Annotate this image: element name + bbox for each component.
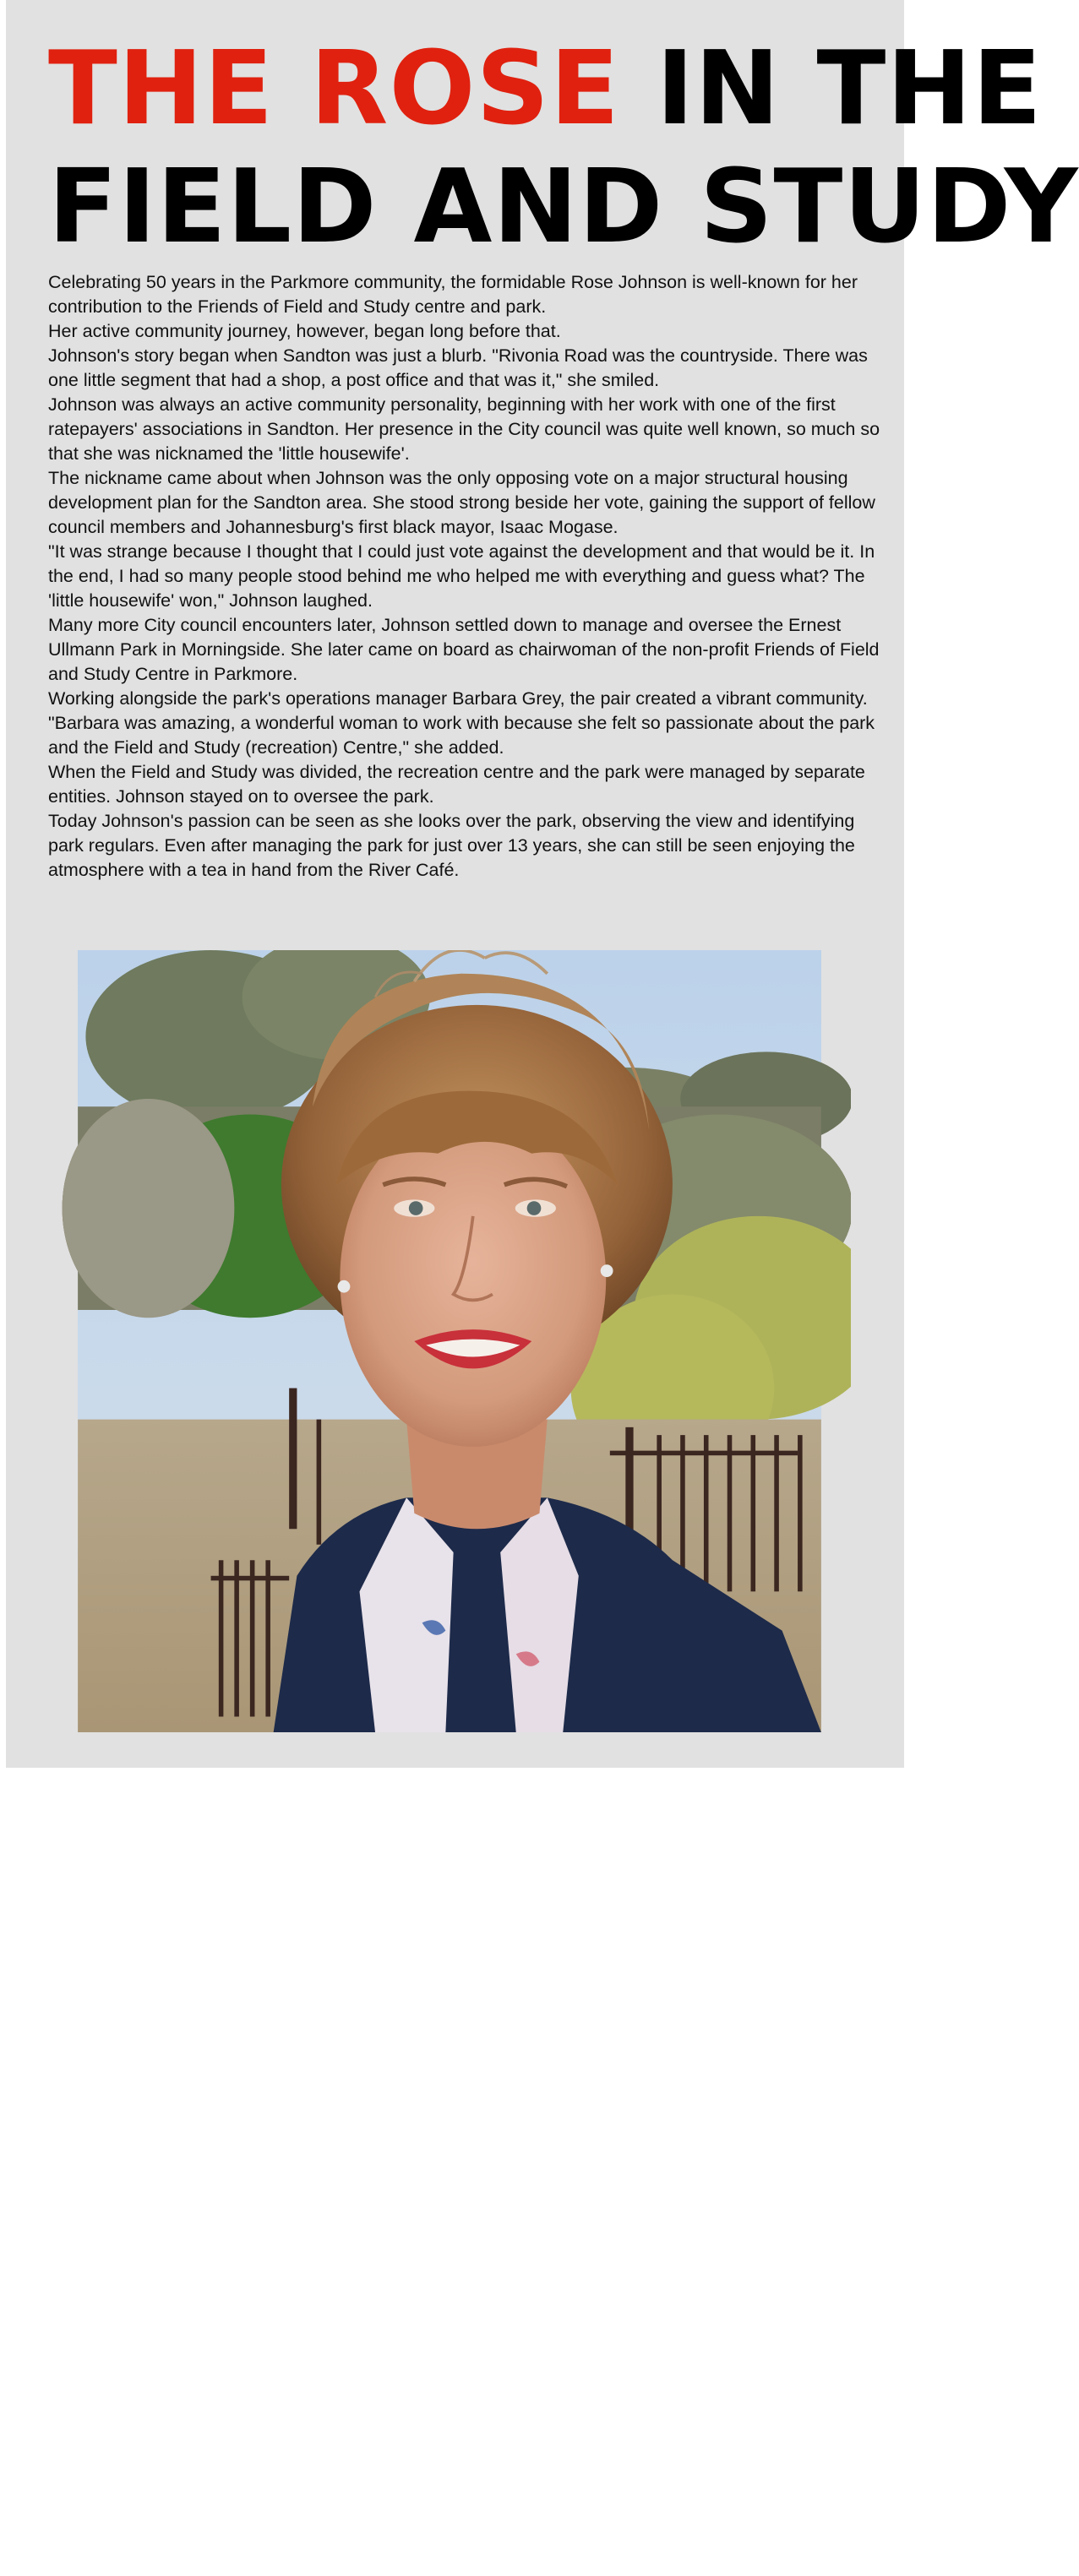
paragraph: Many more City council encounters later, Johnson settled down to manage and oversee the Ernest Ullmann Park in Morningside. She later came on board as chairwoman of the non-profit Friends of Field and Study Centre in Parkmore. bbox=[48, 615, 880, 684]
paragraph: Celebrating 50 years in the Parkmore community, the formidable Rose Johnson is well-known for her contribution to the Friends of Field and Study centre and park. bbox=[48, 272, 858, 317]
headline-line1-rest: IN THE bbox=[619, 30, 1043, 148]
paragraph: When the Field and Study was divided, the recreation centre and the park were managed by separate entities. Johnson stayed on to oversee the park. bbox=[48, 762, 865, 807]
paragraph: Today Johnson's passion can be seen as she looks over the park, observing the view and identifying park regulars. Even after managing the park for just over 13 years, she can still be seen enjoying the atmosphere with a tea in hand from the River Café. bbox=[48, 811, 855, 880]
paragraph: Johnson was always an active community personality, beginning with her work with one of the first ratepayers' associations in Sandton. Her presence in the City council was quite well known, so much so that she was nicknamed the 'little housewife'. bbox=[48, 394, 880, 464]
paragraph: The nickname came about when Johnson was the only opposing vote on a major structural housing development plan for the Sandton area. She stood strong beside her vote, gaining the support of fellow council members and Johannesburg's first black mayor, Isaac Mogase. bbox=[48, 468, 875, 537]
photo-strip-4 bbox=[185, 1544, 851, 1732]
headline-line2: FIELD AND STUDY bbox=[48, 149, 1079, 266]
paragraph: Johnson's story began when Sandton was just a blurb. "Rivonia Road was the countryside. There was one little segment that had a shop, a post office and that was it," she smiled. bbox=[48, 345, 868, 390]
portrait-photo-image bbox=[48, 0, 851, 2576]
paragraph: "Barbara was amazing, a wonderful woman to work with because she felt so passionate about the park and the Field and Study (recreation) Centre," she added. bbox=[48, 713, 875, 758]
headline-accent: THE ROSE bbox=[48, 30, 620, 148]
paragraph: "It was strange because I thought that I could just vote against the development and that would be it. In the end, I had so many people stood behind me who helped me with everything and guess what? The 'little housewife' won," Johnson laughed. bbox=[48, 541, 875, 611]
paragraph: Her active community journey, however, began long before that. bbox=[48, 321, 561, 341]
paragraph: Working alongside the park's operations manager Barbara Grey, the pair created a vibrant community. bbox=[48, 688, 868, 709]
article-page bbox=[6, 0, 1079, 1768]
